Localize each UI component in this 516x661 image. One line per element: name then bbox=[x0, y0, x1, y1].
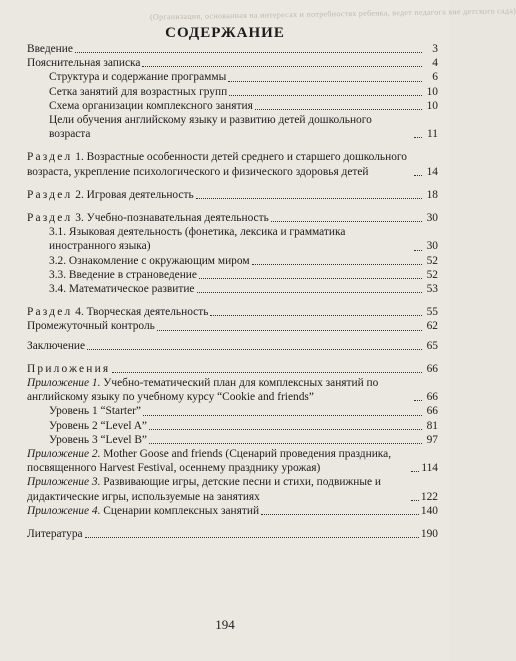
toc-page-number: 10 bbox=[426, 99, 438, 112]
table-of-contents bbox=[27, 42, 438, 541]
toc-entry[interactable] bbox=[27, 504, 438, 518]
toc-page-number: 62 bbox=[426, 320, 438, 333]
toc-leader bbox=[143, 415, 422, 416]
toc-entry[interactable] bbox=[27, 362, 438, 376]
toc-entry-text: Раздел 1. Возрастные особенности детей среднего и старшего дошкольного возраста, укрепление психологического и физического здоровья детей bbox=[27, 151, 407, 178]
toc-leader bbox=[87, 349, 422, 350]
toc-page-number: 114 bbox=[421, 462, 438, 475]
toc-entry-text: Литература bbox=[27, 528, 83, 541]
toc-page-number: 81 bbox=[426, 419, 438, 432]
toc-page-number: 66 bbox=[426, 391, 438, 404]
toc-page-number: 122 bbox=[420, 490, 438, 503]
toc-entry[interactable] bbox=[27, 70, 438, 84]
toc-entry-text: Приложение 2. Mother Goose and friends (Сценарий проведения праздника, посвященного Harvest Festival, осеннему празднику урожая) bbox=[27, 448, 392, 475]
toc-page-number: 53 bbox=[426, 283, 438, 296]
toc-leader bbox=[411, 500, 419, 501]
toc-leader bbox=[142, 66, 422, 67]
toc-entry[interactable] bbox=[27, 150, 438, 178]
toc-entry[interactable] bbox=[27, 376, 438, 404]
toc-entry-text: Введение bbox=[27, 43, 73, 55]
toc-entry-text: 3.3. Введение в страноведение bbox=[49, 268, 197, 281]
toc-entry-text: Структура и содержание программы bbox=[49, 71, 227, 84]
toc-page-number: 14 bbox=[426, 165, 438, 178]
section-label: Раздел bbox=[27, 188, 73, 201]
appendix-label: Приложение 4. bbox=[27, 504, 101, 517]
toc-leader bbox=[228, 81, 422, 82]
toc-leader bbox=[75, 52, 422, 53]
toc-entry-text: Промежуточный контроль bbox=[27, 320, 155, 333]
toc-page-number: 52 bbox=[426, 254, 438, 267]
toc-page-number: 3 bbox=[432, 43, 438, 55]
toc-entry-text: Сетка занятий для возрастных групп bbox=[49, 85, 228, 98]
toc-page-number: 97 bbox=[426, 433, 438, 446]
toc-entry[interactable] bbox=[27, 268, 438, 282]
toc-entry-text: Цели обучения английскому языку и развитию детей дошкольного возраста bbox=[49, 114, 372, 141]
toc-page-number: 10 bbox=[426, 85, 438, 98]
toc-entry[interactable] bbox=[27, 282, 438, 296]
page-title: СОДЕРЖАНИЕ bbox=[165, 25, 285, 41]
toc-page-number: 30 bbox=[426, 212, 438, 225]
toc-leader bbox=[229, 95, 422, 96]
toc-entry-text: Приложение 3. Развивающие игры, детские песни и стихи, подвижные и дидактические игры, используемые на занятиях bbox=[27, 476, 382, 503]
toc-entry-text: Приложение 1. Учебно-тематический план для комплексных занятий по английскому языку по учебному курсу “Cookie and friends” bbox=[27, 377, 379, 404]
toc-leader bbox=[210, 315, 422, 316]
toc-page-number: 18 bbox=[426, 188, 438, 201]
appendix-label: Приложение 3. bbox=[27, 476, 101, 489]
toc-leader bbox=[414, 250, 422, 251]
toc-page-number: 190 bbox=[420, 528, 438, 541]
toc-entry[interactable] bbox=[27, 319, 438, 333]
toc-entry[interactable] bbox=[27, 339, 438, 353]
toc-entry[interactable] bbox=[27, 404, 438, 418]
appendix-label: Приложение 1. bbox=[27, 377, 101, 390]
page-number: 194 bbox=[215, 617, 235, 632]
bleed-through-text: (Организация, основанная на интересах и потребностях ребенка, ведет педагога вне детского сада) bbox=[149, 6, 516, 22]
toc-leader bbox=[112, 372, 422, 373]
toc-entry[interactable] bbox=[27, 42, 438, 56]
toc-entry-text: Пояснительная записка bbox=[27, 57, 141, 70]
toc-entry[interactable] bbox=[27, 254, 438, 268]
toc-leader bbox=[414, 137, 422, 138]
toc-leader bbox=[261, 514, 419, 515]
toc-entry-text: Приложения bbox=[27, 362, 111, 375]
toc-entry-text: Раздел 4. Творческая деятельность bbox=[27, 306, 209, 319]
toc-page-number: 11 bbox=[427, 128, 438, 141]
toc-leader bbox=[85, 537, 419, 538]
toc-entry-text: Раздел 3. Учебно-познавательная деятельность bbox=[27, 212, 269, 225]
toc-entry-text: Заключение bbox=[27, 339, 86, 352]
toc-entry[interactable] bbox=[27, 305, 438, 319]
toc-entry[interactable] bbox=[27, 188, 438, 202]
toc-entry[interactable] bbox=[27, 447, 438, 475]
toc-entry[interactable] bbox=[27, 99, 438, 113]
section-label: Раздел bbox=[27, 306, 73, 319]
toc-page-number: 30 bbox=[426, 240, 438, 253]
appendix-label: Приложение 2. bbox=[27, 448, 101, 461]
toc-entry[interactable] bbox=[27, 527, 438, 541]
toc-leader bbox=[411, 471, 419, 472]
toc-entry-text: Приложение 4. Сценарии комплексных занятий bbox=[27, 504, 260, 517]
toc-entry-text: Раздел 2. Игровая деятельность bbox=[27, 188, 194, 201]
toc-entry[interactable] bbox=[27, 225, 438, 253]
toc-entry-text: Уровень 3 “Level B” bbox=[49, 433, 147, 446]
toc-leader bbox=[252, 264, 422, 265]
toc-entry[interactable] bbox=[27, 211, 438, 225]
toc-entry[interactable] bbox=[27, 419, 438, 433]
toc-entry[interactable] bbox=[27, 113, 438, 141]
toc-entry-text: 3.1. Языковая деятельность (фонетика, лексика и грамматика иностранного языка) bbox=[49, 226, 346, 253]
toc-leader bbox=[196, 198, 422, 199]
toc-entry-text: Схема организации комплексного занятия bbox=[49, 99, 253, 112]
toc-entry[interactable] bbox=[27, 85, 438, 99]
toc-leader bbox=[197, 292, 423, 293]
toc-entry-text: 3.4. Математическое развитие bbox=[49, 283, 195, 296]
toc-entry-text: Уровень 1 “Starter” bbox=[49, 405, 141, 418]
toc-page-number: 65 bbox=[426, 339, 438, 352]
toc-entry-text: 3.2. Ознакомление с окружающим миром bbox=[49, 254, 250, 267]
toc-entry-text: Уровень 2 “Level A” bbox=[49, 419, 147, 432]
section-label: Раздел bbox=[27, 212, 73, 225]
toc-entry[interactable] bbox=[27, 433, 438, 447]
toc-leader bbox=[149, 429, 422, 430]
toc-leader bbox=[255, 109, 422, 110]
toc-page-number: 66 bbox=[426, 405, 438, 418]
toc-leader bbox=[157, 330, 422, 331]
toc-leader bbox=[414, 400, 422, 401]
toc-leader bbox=[199, 278, 422, 279]
toc-page-number: 4 bbox=[432, 57, 438, 70]
toc-leader bbox=[149, 443, 422, 444]
toc-page-number: 52 bbox=[426, 268, 438, 281]
toc-page-number: 140 bbox=[420, 504, 438, 517]
toc-entry[interactable] bbox=[27, 475, 438, 503]
toc-leader bbox=[414, 175, 422, 176]
toc-page-number: 6 bbox=[432, 71, 438, 84]
toc-leader bbox=[271, 221, 422, 222]
toc-page-number: 66 bbox=[426, 362, 438, 375]
toc-page-number: 55 bbox=[426, 306, 438, 319]
toc-entry[interactable] bbox=[27, 56, 438, 70]
section-label: Раздел bbox=[27, 151, 73, 164]
